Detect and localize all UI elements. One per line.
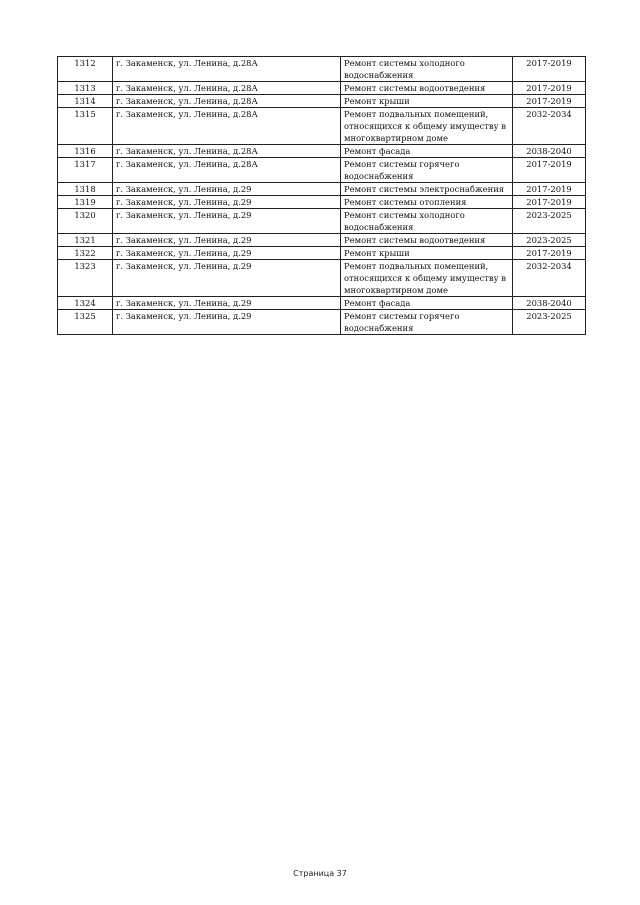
row-number: 1324: [58, 297, 113, 310]
row-address: г. Закаменск, ул. Ленина, д.29: [113, 234, 341, 247]
row-work-type: Ремонт системы холодного водоснабжения: [341, 57, 513, 82]
row-work-type: Ремонт системы холодного водоснабжения: [341, 209, 513, 234]
table-row: [58, 95, 586, 108]
row-number: 1316: [58, 145, 113, 158]
row-years: 2023-2025: [513, 209, 586, 234]
row-address: г. Закаменск, ул. Ленина, д.28А: [113, 108, 341, 145]
table-row: [58, 158, 586, 183]
page-footer: Страница 37: [293, 869, 347, 878]
row-years: 2038-2040: [513, 297, 586, 310]
row-work-type: Ремонт системы отопления: [341, 196, 513, 209]
row-address: г. Закаменск, ул. Ленина, д.28А: [113, 158, 341, 183]
row-address: г. Закаменск, ул. Ленина, д.29: [113, 183, 341, 196]
row-years: 2038-2040: [513, 145, 586, 158]
row-work-type: Ремонт системы водоотведения: [341, 82, 513, 95]
row-address: г. Закаменск, ул. Ленина, д.28А: [113, 145, 341, 158]
row-work-type: Ремонт фасада: [341, 297, 513, 310]
row-address: г. Закаменск, ул. Ленина, д.28А: [113, 82, 341, 95]
table-row: [58, 247, 586, 260]
row-number: 1325: [58, 310, 113, 335]
table-row: [58, 108, 586, 145]
row-years: 2017-2019: [513, 158, 586, 183]
table-row: [58, 82, 586, 95]
row-work-type: Ремонт крыши: [341, 247, 513, 260]
row-years: 2017-2019: [513, 196, 586, 209]
row-number: 1312: [58, 57, 113, 82]
row-work-type: Ремонт системы водоотведения: [341, 234, 513, 247]
table-row: [58, 310, 586, 335]
row-number: 1315: [58, 108, 113, 145]
row-years: 2017-2019: [513, 183, 586, 196]
row-address: г. Закаменск, ул. Ленина, д.29: [113, 247, 341, 260]
table-row: [58, 57, 586, 82]
table-row: [58, 209, 586, 234]
row-address: г. Закаменск, ул. Ленина, д.28А: [113, 95, 341, 108]
table-row: [58, 145, 586, 158]
table-row: [58, 183, 586, 196]
row-number: 1320: [58, 209, 113, 234]
row-work-type: Ремонт подвальных помещений, относящихся к общему имуществу в многоквартирном доме: [341, 260, 513, 297]
row-years: 2032-2034: [513, 108, 586, 145]
row-work-type: Ремонт подвальных помещений, относящихся к общему имуществу в многоквартирном доме: [341, 108, 513, 145]
row-address: г. Закаменск, ул. Ленина, д.28А: [113, 57, 341, 82]
row-work-type: Ремонт фасада: [341, 145, 513, 158]
table-row: [58, 234, 586, 247]
table-row: [58, 196, 586, 209]
row-number: 1314: [58, 95, 113, 108]
table-row: [58, 297, 586, 310]
row-address: г. Закаменск, ул. Ленина, д.29: [113, 297, 341, 310]
row-years: 2023-2025: [513, 310, 586, 335]
row-address: г. Закаменск, ул. Ленина, д.29: [113, 196, 341, 209]
row-work-type: Ремонт системы электроснабжения: [341, 183, 513, 196]
row-years: 2032-2034: [513, 260, 586, 297]
row-number: 1323: [58, 260, 113, 297]
row-work-type: Ремонт системы горячего водоснабжения: [341, 158, 513, 183]
row-work-type: Ремонт крыши: [341, 95, 513, 108]
row-address: г. Закаменск, ул. Ленина, д.29: [113, 209, 341, 234]
row-number: 1318: [58, 183, 113, 196]
works-table: [57, 56, 586, 335]
table-row: [58, 260, 586, 297]
row-years: 2023-2025: [513, 234, 586, 247]
row-work-type: Ремонт системы горячего водоснабжения: [341, 310, 513, 335]
row-number: 1317: [58, 158, 113, 183]
row-years: 2017-2019: [513, 247, 586, 260]
row-number: 1313: [58, 82, 113, 95]
row-address: г. Закаменск, ул. Ленина, д.29: [113, 310, 341, 335]
row-address: г. Закаменск, ул. Ленина, д.29: [113, 260, 341, 297]
row-number: 1322: [58, 247, 113, 260]
row-number: 1321: [58, 234, 113, 247]
row-years: 2017-2019: [513, 95, 586, 108]
row-number: 1319: [58, 196, 113, 209]
row-years: 2017-2019: [513, 82, 586, 95]
row-years: 2017-2019: [513, 57, 586, 82]
